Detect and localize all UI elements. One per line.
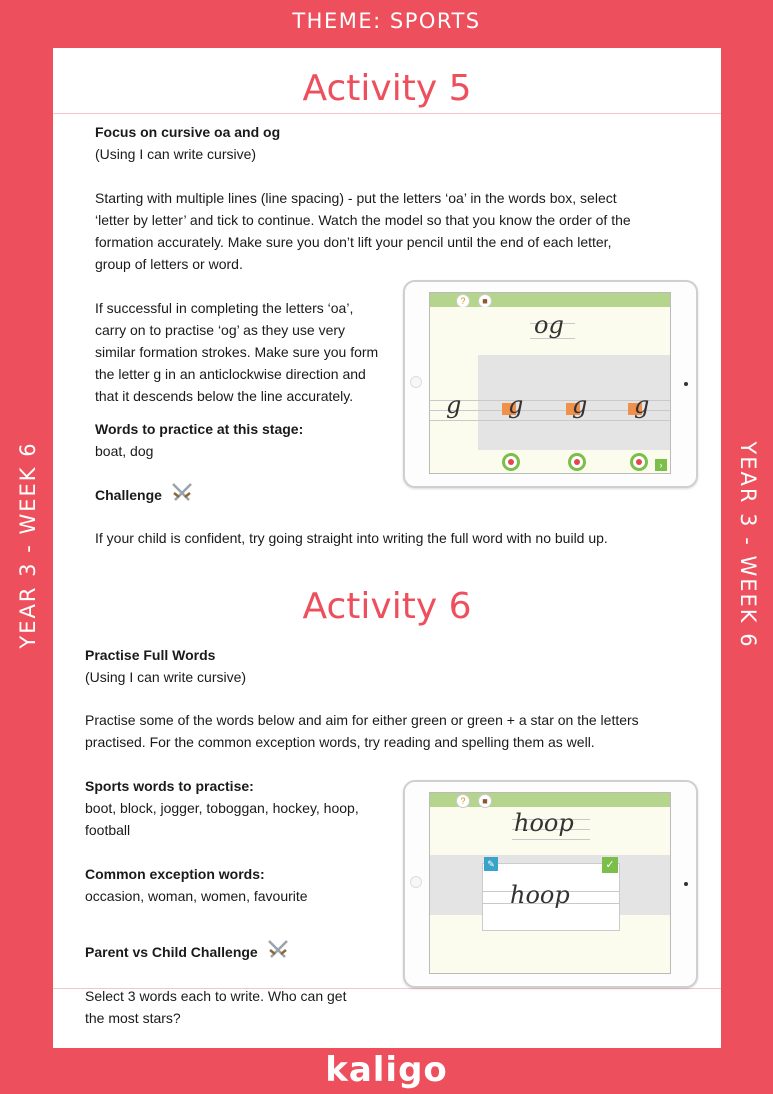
letter-g: g: [572, 391, 588, 419]
letter-g: g: [508, 391, 524, 419]
text-line: formation accurately. Make sure you don’t lift your pencil until the end of each letter,: [95, 234, 612, 250]
activity-5-focus: Focus on cursive oa and og: [95, 124, 281, 140]
tablet-og-screenshot: [403, 280, 698, 488]
activity-6-challenge-heading: [85, 939, 290, 963]
activity-5-words-heading: Words to practice at this stage:: [95, 421, 304, 437]
activity-5-words: boat, dog: [95, 443, 154, 459]
sports-words: [85, 797, 395, 841]
exception-words: occasion, woman, women, favourite: [85, 888, 308, 904]
score-badge-icon: [502, 453, 520, 471]
score-badge-icon: [568, 453, 586, 471]
challenge-label: Parent vs Child Challenge: [85, 944, 258, 960]
text-line: the most stars?: [85, 1010, 181, 1026]
text-line: practised. For the common exception words, try reading and spelling them as well.: [85, 734, 595, 750]
text-line: boot, block, jogger, toboggan, hockey, hoop,: [85, 800, 359, 816]
text-line: Starting with multiple lines (line spacing) - put the letters ‘oa’ in the words box, select: [95, 190, 617, 206]
app-screen: [429, 792, 671, 974]
activity-5-challenge-heading: [95, 482, 194, 506]
activity-6-app: (Using I can write cursive): [85, 669, 247, 685]
written-word: hoop: [510, 881, 570, 909]
side-label-right: YEAR 3 - WEEK 6: [736, 441, 760, 649]
help-icon: ?: [456, 794, 470, 808]
activity-5-og-instructions: [95, 297, 405, 407]
side-label-left: YEAR 3 - WEEK 6: [16, 441, 40, 649]
tablet-camera-dot: [684, 382, 688, 386]
guide-line: [512, 839, 590, 840]
crossed-swords-icon: [170, 482, 194, 504]
tablet-hoop-screenshot: [403, 780, 698, 988]
activity-5-title: Activity 5: [302, 68, 472, 109]
app-screen: [429, 292, 671, 474]
settings-icon: ■: [478, 794, 492, 808]
sports-words-heading: Sports words to practise:: [85, 778, 254, 794]
guide-line: [430, 420, 671, 421]
tablet-home-button: [410, 876, 422, 888]
model-word: og: [534, 311, 564, 339]
activity-6-instructions: [85, 709, 705, 753]
exception-words-heading: Common exception words:: [85, 866, 265, 882]
text-line: carry on to practise ‘og’ as they use very: [95, 322, 346, 338]
tablet-camera-dot: [684, 882, 688, 886]
score-badge-icon: [630, 453, 648, 471]
text-line: group of letters or word.: [95, 256, 243, 272]
text-line: that it descends below the line accurately.: [95, 388, 354, 404]
activity-5-challenge-text: If your child is confident, try going straight into writing the full word with no build up.: [95, 530, 608, 546]
challenge-label: Challenge: [95, 487, 162, 503]
next-arrow-icon: ›: [655, 459, 667, 471]
activity-5-instructions: [95, 187, 695, 275]
check-icon: ✓: [602, 857, 618, 873]
model-word: hoop: [514, 809, 574, 837]
settings-icon: ■: [478, 294, 492, 308]
activity-6-challenge-text: [85, 985, 395, 1029]
letter-g: g: [634, 391, 650, 419]
text-line: similar formation strokes. Make sure you form: [95, 344, 379, 360]
activity-6-focus: Practise Full Words: [85, 647, 216, 663]
theme-header: THEME: SPORTS: [292, 9, 481, 33]
worksheet-page: [53, 48, 721, 1048]
tablet-home-button: [410, 376, 422, 388]
letter-g: g: [446, 391, 462, 419]
help-icon: ?: [456, 294, 470, 308]
text-line: football: [85, 822, 131, 838]
pencil-icon: ✎: [484, 857, 498, 871]
kaligo-logo: kaligo: [325, 1050, 448, 1090]
activity-5-app: (Using I can write cursive): [95, 146, 257, 162]
activity-6-title: Activity 6: [302, 586, 472, 627]
text-line: ‘letter by letter’ and tick to continue. Watch the model so that you know the order of the: [95, 212, 631, 228]
top-divider: [53, 113, 721, 114]
crossed-swords-icon: [266, 939, 290, 961]
text-line: Select 3 words each to write. Who can get: [85, 988, 347, 1004]
text-line: Practise some of the words below and aim for either green or green + a star on the letters: [85, 712, 639, 728]
text-line: If successful in completing the letters ‘oa’,: [95, 300, 354, 316]
text-line: the letter g in an anticlockwise direction and: [95, 366, 366, 382]
